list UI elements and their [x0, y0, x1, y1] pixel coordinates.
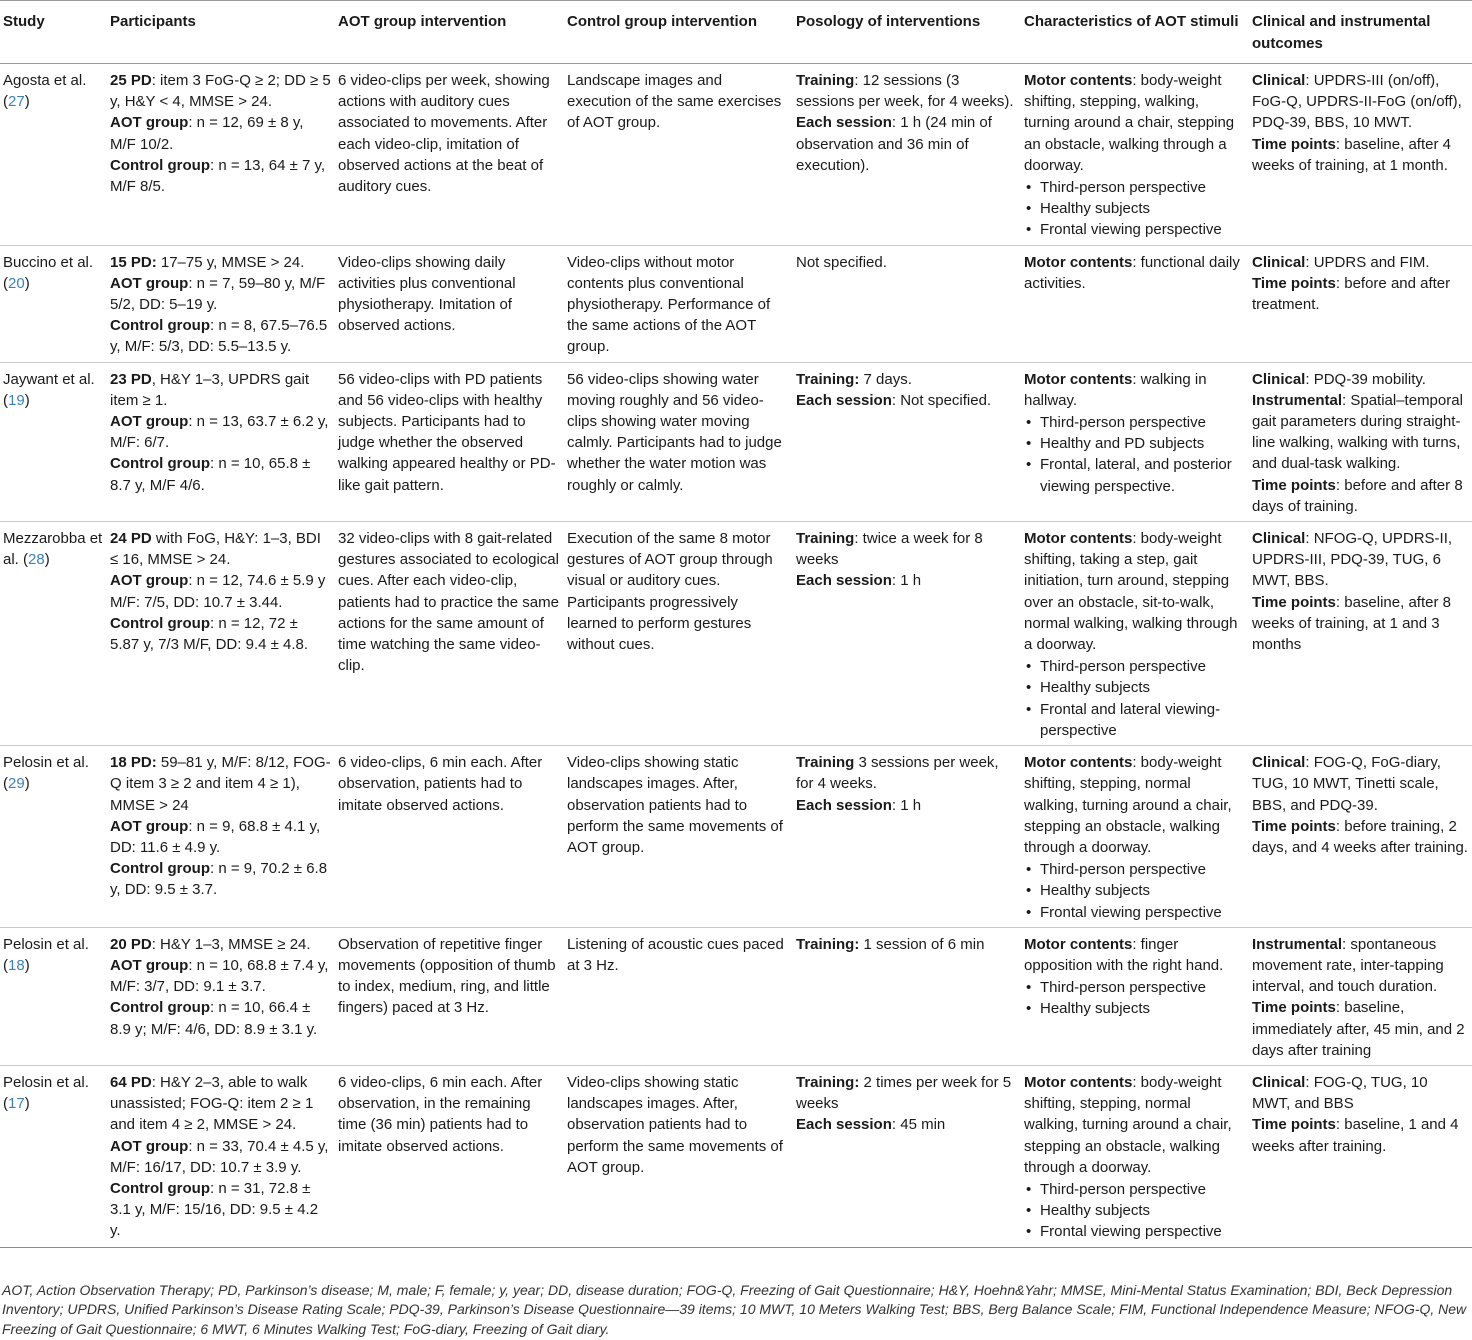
- bold-label: AOT group: [110, 413, 189, 431]
- bold-label: Clinical: [1252, 1073, 1306, 1091]
- outcomes-line: [1252, 369, 1468, 390]
- study-name: Buccino et al.: [3, 253, 94, 271]
- study-name: Pelosin et al.: [3, 754, 89, 772]
- paren-close: ): [24, 391, 30, 409]
- paren-open: (: [3, 93, 8, 111]
- bullet-item: • Frontal and lateral viewing-perspective: [1040, 699, 1245, 741]
- table-row: [0, 522, 1472, 746]
- participants-line: [110, 369, 331, 411]
- text-run: : twice a week for 8 weeks: [796, 530, 983, 569]
- paren-close: ): [24, 1095, 30, 1113]
- bullet-item: • Healthy subjects: [1040, 1200, 1245, 1221]
- participants-line: [110, 411, 331, 453]
- cell-participants: [107, 362, 335, 521]
- table-footnote: AOT, Action Observation Therapy; PD, Parkinson’s disease; M, male; F, female; y, year; DD, disease duration; FOG-Q, Freezing of Gait Questionnaire; H&Y, Hoehn&Yahr; MMSE, Mini-Mental Status Examination; BDI, Beck Depression Inventory; UPDRS, Unified Parkinson’s Disease Rating Scale; PDQ-39, Parkinson’s Disease Questionnaire—39 items; 10 MWT, 10 Meters Walking Test; BBS, Berg Balance Scale; FIM, Functional Independence Measure; NFOG-Q, New Freezing of Gait Questionnaire; 6 MWT, 6 Minutes Walking Test; FoG-diary, Freezing of Gait diary.: [2, 1282, 1467, 1337]
- bold-label: Time points: [1252, 135, 1336, 153]
- bold-label: Time points: [1252, 476, 1336, 494]
- cell-outcomes: [1249, 522, 1472, 746]
- cell-aot-stimuli: [1021, 927, 1249, 1065]
- bold-label: Motor contents: [1024, 530, 1133, 548]
- stimuli-line: [1024, 369, 1245, 411]
- posology-line: [796, 1072, 1017, 1114]
- stimuli-line: [1024, 528, 1245, 655]
- bullet-item: • Frontal viewing perspective: [1040, 902, 1245, 923]
- bold-label: Clinical: [1252, 530, 1306, 548]
- participants-line: [110, 273, 331, 315]
- paren-close: ): [44, 551, 50, 569]
- cell-posology: [793, 64, 1021, 246]
- study-name: Pelosin et al.: [3, 935, 89, 953]
- cell-control-intervention: 56 video-clips showing water moving roughly and 56 video-clips showing water moving calmly. Participants had to judge whether the water motion was roughly or calmly.: [564, 362, 793, 521]
- text-run: : spontaneous movement rate, inter-tapping interval, and touch duration.: [1252, 935, 1444, 996]
- outcomes-line: [1252, 390, 1468, 475]
- text-run: : 12 sessions (3 sessions per week, for 4 weeks).: [796, 72, 1014, 111]
- text-run: : body-weight shifting, stepping, walking, turning around a chair, stepping an obstacle, walking through a doorway.: [1024, 72, 1235, 174]
- bold-label: AOT group: [110, 956, 189, 974]
- bold-label: 64 PD: [110, 1073, 152, 1091]
- cell-outcomes: [1249, 1065, 1472, 1247]
- reference-link[interactable]: 19: [8, 391, 25, 409]
- bold-label: Control group: [110, 156, 210, 174]
- bullet-item: • Healthy subjects: [1040, 880, 1245, 901]
- text-run: 3 sessions per week, for 4 weeks.: [796, 754, 999, 793]
- study-name: Mezzarobba et al.: [3, 530, 103, 569]
- bold-label: Control group: [110, 999, 210, 1017]
- bold-label: Motor contents: [1024, 754, 1133, 772]
- text-run: : H&Y 1–3, MMSE ≥ 24.: [151, 935, 311, 953]
- posology-line: [796, 70, 1017, 112]
- participants-line: [110, 112, 331, 154]
- bold-label: Time points: [1252, 274, 1336, 292]
- paren-open: (: [3, 274, 8, 292]
- bold-label: Control group: [110, 1179, 210, 1197]
- participants-line: [110, 858, 331, 900]
- header-row: [0, 1, 1472, 64]
- participants-line: [110, 613, 331, 655]
- bold-label: Instrumental: [1252, 391, 1343, 409]
- cell-outcomes: [1249, 362, 1472, 521]
- stimuli-line: [1024, 252, 1245, 294]
- text-run: : baseline, after 4 weeks of training, at 1 month.: [1252, 135, 1451, 174]
- bullet-item: • Healthy subjects: [1040, 998, 1245, 1019]
- table-row: [0, 362, 1472, 521]
- text-run: : baseline, immediately after, 45 min, and 2 days after training: [1252, 999, 1465, 1059]
- posology-line: [796, 1114, 1017, 1135]
- posology-line: [796, 570, 1017, 591]
- bullet-item: • Frontal, lateral, and posterior viewing perspective.: [1040, 454, 1245, 496]
- cell-posology: [793, 522, 1021, 746]
- cell-aot-stimuli: [1021, 746, 1249, 928]
- text-run: : body-weight shifting, taking a step, gait initiation, turn around, stepping over an obstacle, sit-to-walk, normal walking, walking through a doorway.: [1024, 530, 1238, 654]
- reference-link[interactable]: 28: [28, 551, 45, 569]
- cell-outcomes: [1249, 927, 1472, 1065]
- text-run: : n = 13, 64 ± 7 y, M/F 8/5.: [110, 156, 326, 196]
- text-run: : n = 10, 66.4 ± 8.9 y; M/F: 4/6, DD: 8.9 ± 3.1 y.: [110, 999, 318, 1038]
- paren-open: (: [3, 956, 8, 974]
- text-run: : NFOG-Q, UPDRS-II, UPDRS-III, PDQ-39, TUG, 6 MWT, BBS.: [1252, 530, 1453, 590]
- cell-control-intervention: Execution of the same 8 motor gestures of AOT group through visual or auditory cues. Participants progressively learned to perform gestures without cues.: [564, 522, 793, 746]
- text-run: : walking in hallway.: [1024, 370, 1207, 409]
- reference-link[interactable]: 17: [8, 1095, 25, 1113]
- text-run: : item 3 FoG-Q ≥ 2; DD ≥ 5 y, H&Y < 4, MMSE > 24.: [110, 72, 331, 111]
- bold-label: Training:: [796, 935, 860, 953]
- participants-line: [110, 997, 331, 1039]
- text-run: , H&Y 1–3, UPDRS gait item ≥ 1.: [110, 370, 309, 409]
- cell-posology: [793, 746, 1021, 928]
- study-name: Pelosin et al.: [3, 1073, 89, 1091]
- text-run: : body-weight shifting, stepping, normal walking, turning around a chair, stepping an obstacle, walking through a doorway.: [1024, 754, 1232, 856]
- bold-label: Clinical: [1252, 72, 1306, 89]
- bold-label: Training:: [796, 1073, 860, 1091]
- cell-outcomes: [1249, 746, 1472, 928]
- cell-aot-intervention: Video-clips showing daily activities plus conventional physiotherapy. Imitation of observed actions.: [335, 245, 564, 362]
- cell-participants: [107, 746, 335, 928]
- bullet-item: • Third-person perspective: [1040, 656, 1245, 677]
- cell-participants: [107, 245, 335, 362]
- text-run: : n = 13, 63.7 ± 6.2 y, M/F: 6/7.: [110, 413, 329, 452]
- bullet-item: • Third-person perspective: [1040, 859, 1245, 880]
- text-run: : baseline, 1 and 4 weeks after training.: [1252, 1116, 1459, 1155]
- stimuli-bullet-list: [1024, 859, 1245, 923]
- text-run: : 1 h: [891, 572, 922, 590]
- outcomes-line: [1252, 752, 1468, 816]
- bold-label: Each session: [796, 391, 892, 409]
- bold-label: 15 PD:: [110, 253, 157, 271]
- bold-label: Clinical: [1252, 754, 1306, 772]
- cell-control-intervention: Video-clips without motor contents plus conventional physiotherapy. Performance of the same actions of the AOT group.: [564, 245, 793, 362]
- bold-label: AOT group: [110, 274, 189, 292]
- bold-label: Training:: [796, 370, 860, 388]
- posology-line: [796, 528, 1017, 570]
- bullet-item: • Third-person perspective: [1040, 977, 1245, 998]
- header-aot-stimuli: Characteristics of AOT stimuli: [1021, 1, 1249, 64]
- cell-study: [0, 927, 107, 1065]
- outcomes-line: [1252, 70, 1468, 134]
- bold-label: 20 PD: [110, 935, 152, 953]
- text-run: : before and after treatment.: [1252, 274, 1451, 314]
- outcomes-line: [1252, 816, 1468, 858]
- text-run: : FOG-Q, FoG-diary, TUG, 10 MWT, Tinetti scale, BBS, and PDQ-39.: [1252, 754, 1441, 814]
- bold-label: Motor contents: [1024, 253, 1133, 271]
- cell-control-intervention: Video-clips showing static landscapes images. After, observation patients had to perform the same movements of AOT group.: [564, 746, 793, 928]
- text-run: 7 days.: [859, 370, 912, 388]
- outcomes-line: [1252, 934, 1468, 998]
- participants-line: [110, 816, 331, 858]
- table-body: [0, 64, 1472, 1248]
- bullet-item: • Healthy and PD subjects: [1040, 433, 1245, 454]
- text-run: : H&Y 2–3, able to walk unassisted; FOG-Q: item 2 ≥ 1 and item 4 ≥ 2, MMSE > 24.: [110, 1073, 314, 1134]
- bold-label: Motor contents: [1024, 935, 1133, 953]
- text-run: : UPDRS and FIM.: [1305, 253, 1430, 271]
- stimuli-bullet-list: [1024, 1179, 1245, 1243]
- cell-study: [0, 245, 107, 362]
- reference-link[interactable]: 27: [8, 93, 25, 111]
- participants-line: [110, 1136, 331, 1178]
- outcomes-line: [1252, 997, 1468, 1061]
- cell-aot-intervention: 6 video-clips, 6 min each. After observation, in the remaining time (36 min) patients had to imitate observed actions.: [335, 1065, 564, 1247]
- text-run: : n = 33, 70.4 ± 4.5 y, M/F: 16/17, DD: 10.7 ± 3.9 y.: [110, 1137, 329, 1176]
- cell-posology: [793, 1065, 1021, 1247]
- text-run: : before training, 2 days, and 4 weeks after training.: [1252, 817, 1468, 856]
- header-aot-intervention: AOT group intervention: [335, 1, 564, 64]
- stimuli-bullet-list: [1024, 412, 1245, 497]
- cell-control-intervention: Video-clips showing static landscapes images. After, observation patients had to perform the same movements of AOT group.: [564, 1065, 793, 1247]
- table-row: [0, 1065, 1472, 1247]
- bold-label: Motor contents: [1024, 72, 1133, 89]
- text-run: : 1 h (24 min of observation and 36 min of execution).: [796, 114, 992, 174]
- cell-control-intervention: Listening of acoustic cues paced at 3 Hz.: [564, 927, 793, 1065]
- text-run: : n = 7, 59–80 y, M/F 5/2, DD: 5–19 y.: [110, 274, 326, 314]
- participants-line: [110, 315, 331, 357]
- cell-aot-intervention: 32 video-clips with 8 gait-related gestures associated to ecological cues. After each video-clip, patients had to practice the same actions for the same amount of time watching the same video-clip.: [335, 522, 564, 746]
- outcomes-line: [1252, 528, 1468, 592]
- participants-line: [110, 252, 331, 273]
- posology-line: [796, 795, 1017, 816]
- text-run: : n = 12, 69 ± 8 y, M/F 10/2.: [110, 114, 304, 153]
- participants-line: [110, 1178, 331, 1242]
- text-run: : Spatial–temporal gait parameters during straight-line walking, walking with turns, and dual-task walking.: [1252, 391, 1463, 473]
- posology-line: [796, 112, 1017, 176]
- cell-aot-intervention: Observation of repetitive finger movements (opposition of thumb to index, medium, ring, and little fingers) paced at 3 Hz.: [335, 927, 564, 1065]
- bold-label: Training: [796, 530, 855, 548]
- table-row: [0, 927, 1472, 1065]
- bold-label: Control group: [110, 317, 210, 335]
- participants-line: [110, 453, 331, 495]
- text-run: : n = 8, 67.5–76.5 y, M/F: 5/3, DD: 5.5–13.5 y.: [110, 317, 328, 356]
- cell-aot-stimuli: [1021, 1065, 1249, 1247]
- cell-aot-stimuli: [1021, 64, 1249, 246]
- text-run: : before and after 8 days of training.: [1252, 476, 1463, 515]
- participants-line: [110, 934, 331, 955]
- bullet-item: • Third-person perspective: [1040, 412, 1245, 433]
- study-name: Jaywant et al.: [3, 370, 95, 388]
- text-run: : n = 31, 72.8 ± 3.1 y, M/F: 15/16, DD: 9.5 ± 4.2 y.: [110, 1179, 319, 1240]
- text-run: : n = 9, 68.8 ± 4.1 y, DD: 11.6 ± 4.9 y.: [110, 817, 321, 856]
- cell-outcomes: [1249, 245, 1472, 362]
- text-run: 2 times per week for 5 weeks: [796, 1073, 1012, 1113]
- text-run: : functional daily activities.: [1024, 253, 1240, 292]
- bullet-item: • Frontal viewing perspective: [1040, 219, 1245, 240]
- outcomes-line: [1252, 134, 1468, 176]
- bold-label: 24 PD: [110, 530, 152, 548]
- stimuli-bullet-list: [1024, 177, 1245, 241]
- stimuli-line: [1024, 70, 1245, 176]
- paren-open: (: [3, 775, 8, 793]
- participants-line: [110, 70, 331, 112]
- cell-participants: [107, 927, 335, 1065]
- paren-open: (: [23, 551, 29, 569]
- bold-label: Each session: [796, 114, 892, 132]
- study-name: Agosta et al.: [3, 72, 87, 89]
- paren-close: ): [24, 956, 30, 974]
- bold-label: 23 PD: [110, 370, 152, 388]
- cell-aot-intervention: 6 video-clips per week, showing actions with auditory cues associated to movements. After each video-clip, imitation of observed actions at the beat of auditory cues.: [335, 64, 564, 246]
- participants-line: [110, 155, 331, 197]
- text-run: : n = 10, 65.8 ± 8.7 y, M/F 4/6.: [110, 455, 311, 494]
- cell-participants: [107, 1065, 335, 1247]
- stimuli-line: [1024, 752, 1245, 858]
- header-outcomes: Clinical and instrumental outcomes: [1249, 1, 1472, 64]
- text-run: : FOG-Q, TUG, 10 MWT, and BBS: [1252, 1073, 1428, 1113]
- bullet-item: • Frontal viewing perspective: [1040, 1221, 1245, 1242]
- cell-study: [0, 362, 107, 521]
- table-row: [0, 245, 1472, 362]
- bullet-item: • Healthy subjects: [1040, 198, 1245, 219]
- cell-outcomes: [1249, 64, 1472, 246]
- cell-posology: [793, 245, 1021, 362]
- outcomes-line: [1252, 273, 1468, 315]
- participants-line: [110, 528, 331, 570]
- bold-label: Motor contents: [1024, 370, 1133, 388]
- cell-study: [0, 64, 107, 246]
- paren-close: ): [24, 93, 30, 111]
- bold-label: Control group: [110, 455, 210, 473]
- bold-label: Instrumental: [1252, 935, 1343, 953]
- header-participants: Participants: [107, 1, 335, 64]
- bold-label: Clinical: [1252, 253, 1306, 271]
- header-study: Study: [0, 1, 107, 64]
- stimuli-bullet-list: [1024, 977, 1245, 1019]
- text-run: : n = 10, 68.8 ± 7.4 y, M/F: 3/7, DD: 9.1 ± 3.7.: [110, 956, 329, 996]
- bold-label: Each session: [796, 1116, 892, 1134]
- participants-line: [110, 752, 331, 816]
- cell-study: [0, 746, 107, 928]
- bold-label: 18 PD:: [110, 754, 157, 772]
- text-run: 1 session of 6 min: [859, 935, 985, 953]
- text-run: : UPDRS-III (on/off), FoG-Q, UPDRS-II-FoG (on/off), PDQ-39, BBS, 10 MWT.: [1252, 72, 1462, 132]
- bold-label: Time points: [1252, 593, 1336, 611]
- cell-aot-intervention: 56 video-clips with PD patients and 56 video-clips with healthy subjects. Participants had to judge whether the observed walking appeared healthy or PD-like gait pattern.: [335, 362, 564, 521]
- posology-line: [796, 252, 1017, 273]
- bold-label: Clinical: [1252, 370, 1306, 388]
- cell-aot-stimuli: [1021, 522, 1249, 746]
- paren-close: ): [24, 775, 30, 793]
- cell-aot-stimuli: [1021, 245, 1249, 362]
- reference-link[interactable]: 18: [8, 956, 25, 974]
- bullet-item: • Third-person perspective: [1040, 177, 1245, 198]
- posology-line: [796, 369, 1017, 390]
- cell-study: [0, 1065, 107, 1247]
- text-run: 17–75 y, MMSE > 24.: [156, 253, 305, 271]
- bold-label: 25 PD: [110, 72, 152, 89]
- paren-open: (: [3, 391, 8, 409]
- bold-label: Time points: [1252, 817, 1336, 835]
- cell-control-intervention: Landscape images and execution of the same exercises of AOT group.: [564, 64, 793, 246]
- bold-label: Motor contents: [1024, 1073, 1133, 1091]
- participants-line: [110, 955, 331, 997]
- cell-aot-intervention: 6 video-clips, 6 min each. After observation, patients had to imitate observed actions.: [335, 746, 564, 928]
- text-run: : finger opposition with the right hand.: [1024, 935, 1224, 974]
- paren-open: (: [3, 1095, 8, 1113]
- text-run: : n = 12, 74.6 ± 5.9 y M/F: 7/5, DD: 10.7 ± 3.44.: [110, 572, 326, 611]
- bold-label: Time points: [1252, 1116, 1336, 1134]
- text-run: : 1 h: [891, 796, 922, 814]
- text-run: : 45 min: [891, 1116, 946, 1134]
- text-run: : n = 12, 72 ± 5.87 y, 7/3 M/F, DD: 9.4 ± 4.8.: [110, 614, 309, 654]
- bullet-item: • Third-person perspective: [1040, 1179, 1245, 1200]
- stimuli-line: [1024, 934, 1245, 976]
- cell-participants: [107, 64, 335, 246]
- outcomes-line: [1252, 475, 1468, 517]
- header-control-intervention: Control group intervention: [564, 1, 793, 64]
- bullet-item: • Healthy subjects: [1040, 677, 1245, 698]
- text-run: : baseline, after 8 weeks of training, at 1 and 3 months: [1252, 593, 1451, 654]
- stimuli-bullet-list: [1024, 656, 1245, 741]
- outcomes-line: [1252, 252, 1468, 273]
- text-run: with FoG, H&Y: 1–3, BDI ≤ 16, MMSE > 24.: [110, 530, 321, 569]
- bold-label: Control group: [110, 614, 210, 632]
- cell-posology: [793, 927, 1021, 1065]
- text-run: : Not specified.: [891, 391, 992, 409]
- bold-label: AOT group: [110, 1137, 189, 1155]
- table-row: [0, 64, 1472, 246]
- cell-participants: [107, 522, 335, 746]
- stimuli-line: [1024, 1072, 1245, 1178]
- outcomes-line: [1252, 1114, 1468, 1156]
- posology-line: [796, 752, 1017, 794]
- bold-label: Time points: [1252, 999, 1336, 1017]
- table-row: [0, 746, 1472, 928]
- bold-label: Each session: [796, 572, 892, 590]
- cell-aot-stimuli: [1021, 362, 1249, 521]
- participants-line: [110, 570, 331, 612]
- text-run: Not specified.: [796, 253, 887, 271]
- bold-label: AOT group: [110, 817, 189, 835]
- bold-label: Training: [796, 72, 855, 89]
- outcomes-line: [1252, 1072, 1468, 1114]
- participants-line: [110, 1072, 331, 1136]
- header-posology: Posology of interventions: [793, 1, 1021, 64]
- cell-posology: [793, 362, 1021, 521]
- posology-line: [796, 934, 1017, 955]
- reference-link[interactable]: 20: [8, 274, 25, 292]
- posology-line: [796, 390, 1017, 411]
- reference-link[interactable]: 29: [8, 775, 25, 793]
- bold-label: AOT group: [110, 572, 189, 590]
- text-run: : body-weight shifting, stepping, normal walking, turning around a chair, stepping an obstacle, walking through a doorway.: [1024, 1073, 1232, 1176]
- text-run: : PDQ-39 mobility.: [1305, 370, 1426, 388]
- paren-close: ): [24, 274, 30, 292]
- cell-study: [0, 522, 107, 746]
- text-run: : n = 9, 70.2 ± 6.8 y, DD: 9.5 ± 3.7.: [110, 860, 328, 899]
- bold-label: AOT group: [110, 114, 189, 132]
- bold-label: Training: [796, 754, 855, 772]
- text-run: 59–81 y, M/F: 8/12, FOG-Q item 3 ≥ 2 and item 4 ≥ 1), MMSE > 24: [110, 754, 331, 814]
- outcomes-line: [1252, 592, 1468, 656]
- bold-label: Control group: [110, 860, 210, 878]
- bold-label: Each session: [796, 796, 892, 814]
